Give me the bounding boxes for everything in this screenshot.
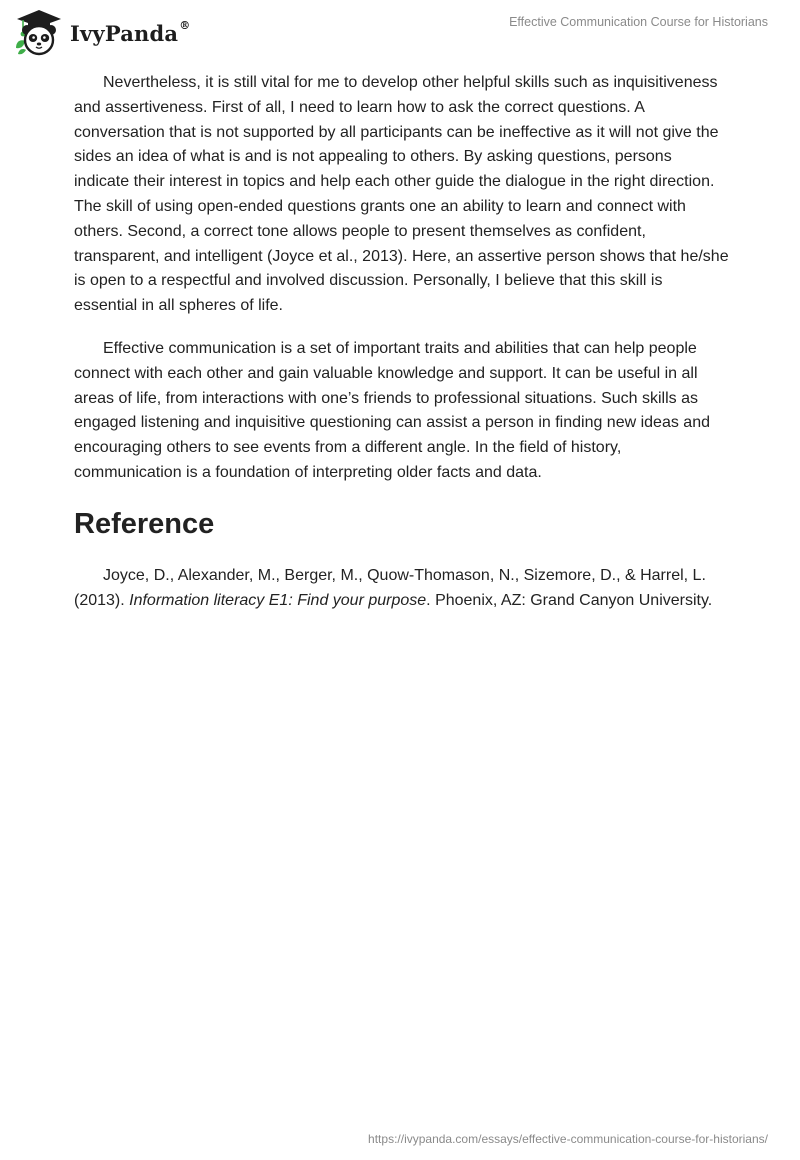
panda-graduate-icon <box>14 8 64 56</box>
source-url[interactable]: https://ivypanda.com/essays/effective-communication-course-for-historians/ <box>368 1132 768 1146</box>
reference-heading: Reference <box>74 507 215 540</box>
page-header <box>0 0 800 60</box>
reference-entry <box>74 564 729 614</box>
body-paragraph: Nevertheless, it is still vital for me to develop other helpful skills such as inquisitiveness and assertiveness. First of all, I need to learn how to ask the correct questions. A conversation that is not supported by all participants can be ineffective as it will not give the sides an idea of what is and is not appealing to others. By asking questions, persons indicate their interest in topics and help each other guide the dialogue in the right direction. The skill of using open-ended questions grants one an ability to learn and connect with others. Second, a correct tone allows people to present themselves as confident, transparent, and intelligent (Joyce et al., 2013). Here, an assertive person shows that he/she is open to a respectful and involved discussion. Personally, I believe that this skill is essential in all spheres of life. <box>74 74 729 315</box>
body-paragraph: Effective communication is a set of important traits and abilities that can help people connect with each other and gain valuable knowledge and support. It can be useful in all areas of life, from interactions with one’s friends to professional situations. Such skills as engaged listening and inquisitive questioning can assist a person in finding new ideas and encouraging others to see events from a different angle. In the field of history, communication is a foundation of interpreting older facts and data. <box>74 339 710 481</box>
reference-authors: Joyce, D., Alexander, M., Berger, M., Quow-Thomason, N., Sizemore, D., & Harrel, L. (2013). <box>74 566 706 609</box>
logo-wordmark: IvyPanda® <box>70 18 191 46</box>
ivypanda-logo[interactable] <box>14 8 190 56</box>
document-title: Effective Communication Course for Historians <box>509 15 768 29</box>
essay-body <box>74 71 729 613</box>
reference-publisher: . Phoenix, AZ: Grand Canyon University. <box>426 591 713 609</box>
reference-title: Information literacy E1: Find your purpose <box>129 591 427 609</box>
